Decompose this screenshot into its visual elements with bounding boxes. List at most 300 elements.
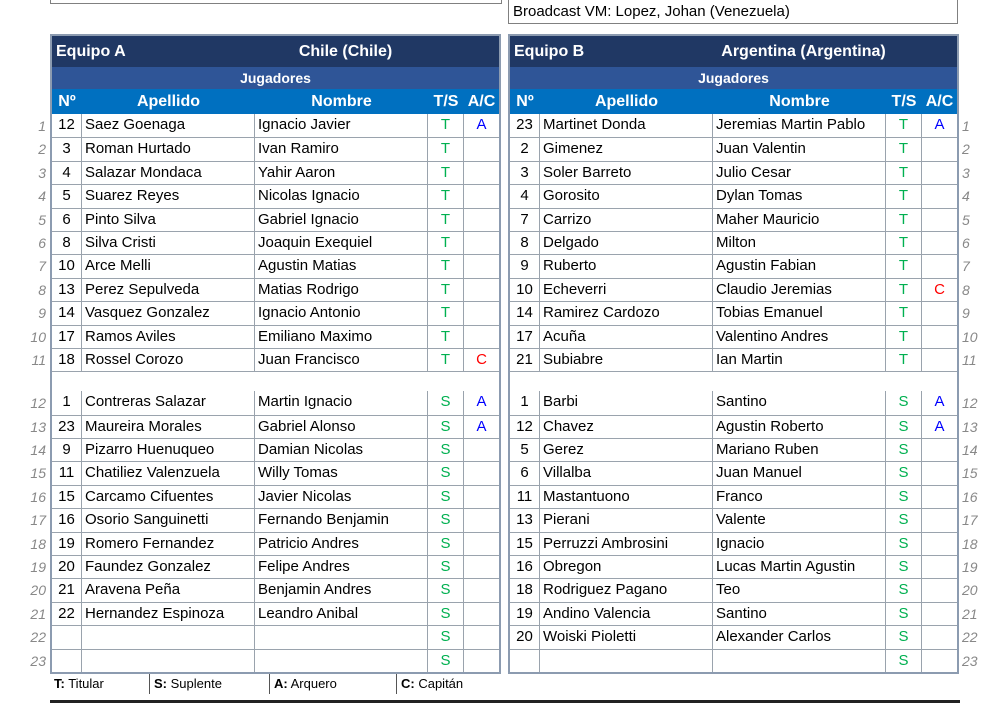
player-nombre: Matias Rodrigo [255,279,428,301]
team-b-label: Equipo B [514,43,585,60]
player-row [52,532,499,555]
player-nombre: Teo [713,579,886,601]
player-number: 21 [52,579,82,601]
player-apellido [82,626,255,648]
player-nombre: Ignacio Antonio [255,302,428,324]
legend-key: A: [274,676,288,691]
player-role [464,162,499,184]
player-role [922,232,957,254]
player-row [52,254,499,277]
player-role [922,509,957,531]
player-role [464,209,499,231]
player-number: 10 [52,255,82,277]
legend [50,674,500,696]
player-number: 14 [510,302,540,324]
row-number: 4 [38,188,46,205]
legend-item [270,674,397,694]
player-apellido: Hernandez Espinoza [82,603,255,625]
player-number: 12 [52,114,82,137]
row-number: 19 [962,559,978,576]
player-number [52,626,82,648]
player-row [52,602,499,625]
player-number: 17 [52,326,82,348]
player-number: 2 [510,138,540,160]
player-role [464,650,499,672]
player-row [510,485,957,508]
player-apellido: Barbi [540,391,713,414]
player-status: T [886,138,922,160]
player-role [464,255,499,277]
player-apellido: Subiabre [540,349,713,371]
player-apellido: Ramirez Cardozo [540,302,713,324]
player-nombre: Valente [713,509,886,531]
player-row [510,348,957,371]
player-row [510,532,957,555]
player-apellido: Pierani [540,509,713,531]
player-nombre [713,650,886,672]
player-status: T [428,232,464,254]
player-status: S [428,486,464,508]
team-b-table [508,34,959,674]
player-apellido: Chatiliez Valenzuela [82,462,255,484]
row-number: 23 [30,652,46,669]
player-nombre: Juan Valentin [713,138,886,160]
player-status: T [886,279,922,301]
player-role [464,326,499,348]
row-number: 9 [38,305,46,322]
player-status: T [428,255,464,277]
player-nombre: Juan Manuel [713,462,886,484]
player-status: S [428,509,464,531]
row-number: 7 [38,258,46,275]
row-number: 10 [962,328,978,345]
player-row [510,208,957,231]
player-number: 3 [52,138,82,160]
player-nombre: Mariano Ruben [713,439,886,461]
team-b-section-label: Jugadores [510,67,957,89]
player-nombre: Patricio Andres [255,533,428,555]
player-status: T [428,162,464,184]
player-role [464,626,499,648]
player-number: 23 [52,416,82,438]
player-status: S [886,391,922,414]
legend-item [397,674,497,694]
row-number: 2 [962,141,970,158]
player-row [510,254,957,277]
player-nombre: Felipe Andres [255,556,428,578]
player-role [922,650,957,672]
player-nombre: Julio Cesar [713,162,886,184]
player-role [922,486,957,508]
player-row [52,137,499,160]
player-status: S [886,650,922,672]
player-number: 5 [510,439,540,461]
player-status: S [886,533,922,555]
player-nombre: Agustin Roberto [713,416,886,438]
player-nombre: Tobias Emanuel [713,302,886,324]
player-nombre: Willy Tomas [255,462,428,484]
col-nombre: Nombre [311,93,372,110]
row-number: 18 [30,535,46,552]
row-number: 14 [962,442,978,459]
player-status: T [886,232,922,254]
player-role [922,626,957,648]
player-nombre: Ian Martin [713,349,886,371]
legend-item [50,674,150,694]
player-status: S [428,650,464,672]
player-nombre: Ignacio Javier [255,114,428,137]
player-status: S [428,533,464,555]
player-apellido [82,650,255,672]
player-nombre: Franco [713,486,886,508]
team-b-header [510,36,957,67]
player-role [922,302,957,324]
player-apellido: Romero Fernandez [82,533,255,555]
player-apellido: Vasquez Gonzalez [82,302,255,324]
bottom-divider [50,700,960,703]
player-role [922,603,957,625]
player-apellido: Rodriguez Pagano [540,579,713,601]
player-number: 8 [52,232,82,254]
player-row [510,391,957,414]
player-role [464,486,499,508]
player-apellido: Andino Valencia [540,603,713,625]
team-a-table [50,34,501,674]
player-nombre: Benjamin Andres [255,579,428,601]
row-numbers-left [26,115,46,673]
player-number: 3 [510,162,540,184]
player-role [464,509,499,531]
player-apellido: Mastantuono [540,486,713,508]
player-number: 9 [52,439,82,461]
player-number: 19 [52,533,82,555]
player-status: S [886,603,922,625]
player-nombre: Gabriel Alonso [255,416,428,438]
player-apellido: Suarez Reyes [82,185,255,207]
player-role [922,255,957,277]
player-number: 4 [52,162,82,184]
player-status: T [428,349,464,371]
team-a-label: Equipo A [56,43,126,60]
player-status: S [428,579,464,601]
player-row [510,231,957,254]
row-number: 7 [962,258,970,275]
row-number: 3 [962,164,970,181]
player-number: 1 [510,391,540,414]
team-b-column-headers [510,89,957,114]
player-row [52,415,499,438]
player-number [510,650,540,672]
player-status: S [428,462,464,484]
row-number: 17 [962,512,978,529]
player-status: T [886,162,922,184]
col-apellido: Apellido [594,93,659,110]
player-apellido: Perez Sepulveda [82,279,255,301]
player-number: 6 [510,462,540,484]
player-row [510,555,957,578]
player-apellido: Contreras Salazar [82,391,255,414]
player-number: 10 [510,279,540,301]
player-role [464,138,499,160]
row-number: 13 [30,418,46,435]
team-a-name: Chile (Chile) [298,43,393,60]
player-nombre: Ignacio [713,533,886,555]
player-status: T [428,114,464,137]
player-status: S [428,626,464,648]
player-row [52,649,499,672]
legend-key: T: [54,676,65,691]
player-row [510,301,957,324]
player-row [510,578,957,601]
player-number: 9 [510,255,540,277]
player-nombre: Martin Ignacio [255,391,428,414]
legend-text: Capitán [414,676,464,691]
player-nombre: Leandro Anibal [255,603,428,625]
player-apellido: Echeverri [540,279,713,301]
player-row [510,649,957,672]
player-row [510,114,957,137]
legend-key: C: [401,676,415,691]
player-status: S [886,416,922,438]
player-apellido [540,650,713,672]
player-role [464,556,499,578]
player-status: T [428,279,464,301]
row-number: 6 [38,234,46,251]
player-role [464,279,499,301]
player-row [52,555,499,578]
player-status: T [428,138,464,160]
legend-text: Arquero [287,676,337,691]
player-status: T [886,114,922,137]
player-number: 22 [52,603,82,625]
col-ac: A/C [467,93,496,110]
team-b-name: Argentina (Argentina) [721,43,886,60]
team-b-spacer [510,371,957,391]
player-nombre: Joaquin Exequiel [255,232,428,254]
player-apellido: Perruzzi Ambrosini [540,533,713,555]
player-nombre: Nicolas Ignacio [255,185,428,207]
player-apellido: Gimenez [540,138,713,160]
legend-text: Suplente [167,676,222,691]
player-number: 11 [510,486,540,508]
col-apellido: Apellido [136,93,201,110]
row-number: 20 [30,582,46,599]
player-row [510,184,957,207]
player-nombre: Santino [713,391,886,414]
player-apellido: Chavez [540,416,713,438]
player-role: A [934,417,945,435]
player-nombre: Emiliano Maximo [255,326,428,348]
player-row [52,301,499,324]
player-row [52,461,499,484]
legend-item [150,674,270,694]
row-number: 13 [962,418,978,435]
player-nombre: Claudio Jeremias [713,279,886,301]
row-number: 5 [962,211,970,228]
player-status: S [886,556,922,578]
player-role [464,439,499,461]
player-apellido: Pizarro Huenuqueo [82,439,255,461]
player-number: 13 [510,509,540,531]
player-row [510,325,957,348]
player-apellido: Soler Barreto [540,162,713,184]
player-number: 4 [510,185,540,207]
player-status: S [428,603,464,625]
col-nombre: Nombre [769,93,830,110]
player-apellido: Carcamo Cifuentes [82,486,255,508]
col-ts: T/S [891,93,917,110]
player-apellido: Obregon [540,556,713,578]
player-apellido: Roman Hurtado [82,138,255,160]
row-number: 21 [30,605,46,622]
player-status: S [886,509,922,531]
team-a-spacer [52,371,499,391]
player-nombre: Damian Nicolas [255,439,428,461]
player-number: 23 [510,114,540,137]
player-number [52,650,82,672]
player-role: C [476,350,487,368]
player-apellido: Gorosito [540,185,713,207]
header-box-left [50,0,502,4]
player-role [922,349,957,371]
row-number: 16 [30,488,46,505]
player-nombre: Gabriel Ignacio [255,209,428,231]
player-row [52,625,499,648]
player-status: T [886,255,922,277]
player-nombre: Valentino Andres [713,326,886,348]
player-role [464,302,499,324]
row-number: 11 [962,351,977,368]
player-number: 7 [510,209,540,231]
row-number: 9 [962,305,970,322]
player-role [922,185,957,207]
player-apellido: Martinet Donda [540,114,713,137]
col-no: Nº [58,93,76,110]
player-status: T [428,209,464,231]
row-number: 6 [962,234,970,251]
player-status: T [886,302,922,324]
team-a-subs [52,391,499,672]
player-number: 5 [52,185,82,207]
player-apellido: Villalba [540,462,713,484]
row-number: 12 [30,395,46,412]
player-apellido: Carrizo [540,209,713,231]
legend-text: Titular [64,676,104,691]
team-b-starters [510,114,957,371]
player-number: 19 [510,603,540,625]
col-ts: T/S [433,93,459,110]
row-number: 10 [30,328,46,345]
player-role [464,232,499,254]
player-row [52,161,499,184]
player-apellido: Arce Melli [82,255,255,277]
team-b-subs [510,391,957,672]
player-row [52,184,499,207]
row-number: 2 [38,141,46,158]
player-number: 6 [52,209,82,231]
col-ac: A/C [925,93,954,110]
player-nombre: Milton [713,232,886,254]
player-role [922,556,957,578]
player-role: A [476,417,487,435]
row-numbers-right [962,115,982,673]
player-role: A [934,393,945,411]
player-role [464,579,499,601]
player-nombre: Alexander Carlos [713,626,886,648]
player-role [922,138,957,160]
player-nombre: Jeremias Martin Pablo [713,114,886,137]
player-row [52,485,499,508]
player-number: 14 [52,302,82,324]
player-nombre: Agustin Matias [255,255,428,277]
player-number: 20 [510,626,540,648]
player-status: S [886,486,922,508]
player-apellido: Ramos Aviles [82,326,255,348]
row-number: 8 [962,281,970,298]
player-apellido: Salazar Mondaca [82,162,255,184]
player-row [510,161,957,184]
player-role [464,185,499,207]
player-row [52,391,499,414]
player-role [922,533,957,555]
row-number: 22 [30,629,46,646]
row-number: 1 [38,118,46,134]
player-row [510,461,957,484]
team-a-header [52,36,499,67]
row-number: 15 [962,465,978,482]
legend-key: S: [154,676,167,691]
player-row [52,114,499,137]
player-status: T [886,326,922,348]
player-row [52,438,499,461]
player-number: 16 [510,556,540,578]
row-number: 18 [962,535,978,552]
row-number: 23 [962,652,978,669]
player-role: A [934,116,945,133]
player-row [510,415,957,438]
player-status: S [428,416,464,438]
row-number: 12 [962,395,978,412]
player-role: A [476,393,487,411]
player-nombre: Javier Nicolas [255,486,428,508]
player-apellido: Gerez [540,439,713,461]
player-number: 15 [510,533,540,555]
player-status: T [886,349,922,371]
player-role [464,533,499,555]
player-nombre: Agustin Fabian [713,255,886,277]
player-number: 8 [510,232,540,254]
player-row [52,578,499,601]
row-number: 20 [962,582,978,599]
player-status: S [886,462,922,484]
player-apellido: Rossel Corozo [82,349,255,371]
player-row [52,208,499,231]
player-row [510,508,957,531]
player-nombre: Dylan Tomas [713,185,886,207]
player-nombre [255,650,428,672]
player-row [510,278,957,301]
player-number: 13 [52,279,82,301]
player-role [464,462,499,484]
player-apellido: Woiski Pioletti [540,626,713,648]
player-status: S [428,556,464,578]
team-a-section-label: Jugadores [52,67,499,89]
player-number: 12 [510,416,540,438]
player-status: T [886,185,922,207]
row-number: 22 [962,629,978,646]
player-number: 21 [510,349,540,371]
player-row [52,348,499,371]
